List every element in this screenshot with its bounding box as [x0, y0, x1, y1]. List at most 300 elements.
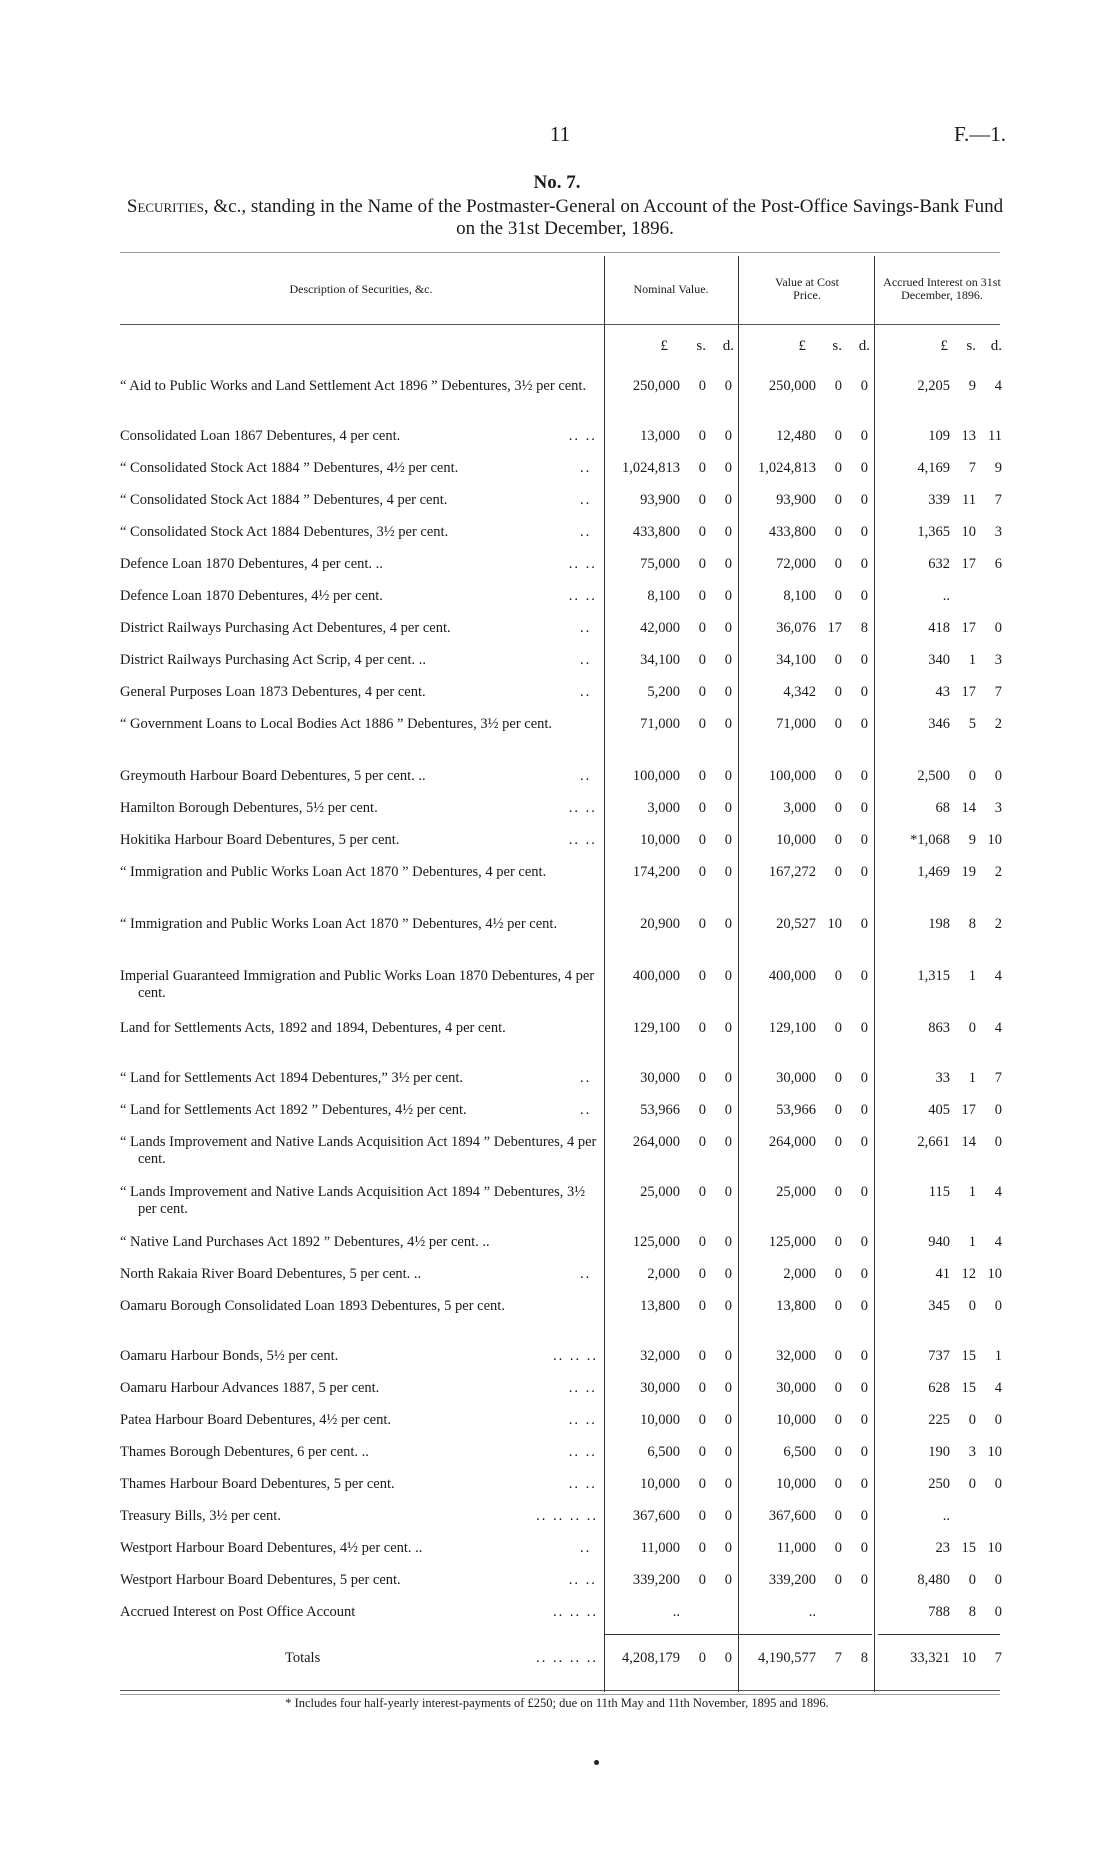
security-description — [120, 588, 598, 605]
header-cost-value: Value at Cost Price. — [775, 275, 839, 302]
security-description-text: General Purposes Loan 1873 Debentures, 4 per cent. — [120, 684, 426, 700]
nominal-pence: 0 — [724, 556, 732, 572]
nominal-pounds: 174,200 — [632, 864, 680, 880]
nominal-pence: 0 — [724, 588, 732, 604]
cost-pence: 0 — [860, 1298, 868, 1314]
security-description — [120, 1298, 598, 1315]
cost-pence: 0 — [860, 1380, 868, 1396]
interest-pence: 9 — [994, 460, 1002, 476]
interest-pence: 0 — [994, 1604, 1002, 1620]
nominal-pounds: 433,800 — [632, 524, 680, 540]
interest-pence: 2 — [994, 716, 1002, 732]
nominal-pence: 0 — [724, 1184, 732, 1200]
nominal-pence: 0 — [724, 1234, 732, 1250]
interest-pence: 4 — [994, 968, 1002, 984]
security-description: North Rakaia River Board Debentures, 5 per cent. .. .. — [120, 1266, 592, 1282]
interest-pence: 0 — [994, 1476, 1002, 1492]
nominal-pounds: 250,000 — [632, 378, 680, 394]
column-divider-3 — [874, 256, 875, 1692]
interest-shillings: 1 — [968, 652, 976, 668]
security-description — [120, 1412, 598, 1429]
unit-row — [0, 338, 1114, 362]
interest-pence: 0 — [994, 1572, 1002, 1588]
security-description: “ Land for Settlements Act 1892 ” Debentures, 4½ per cent. .. — [120, 1102, 592, 1118]
cost-pence: 0 — [860, 800, 868, 816]
interest-pounds: 43 — [935, 684, 950, 700]
cost-pence: 0 — [860, 492, 868, 508]
cost-pounds: 32,000 — [776, 1348, 816, 1364]
cost-pence: 0 — [860, 460, 868, 476]
totals-nominal-pounds: 4,208,179 — [622, 1650, 680, 1666]
nominal-shillings: 0 — [698, 800, 706, 816]
nominal-shillings: 0 — [698, 1102, 706, 1118]
interest-pence: 0 — [994, 1412, 1002, 1428]
nominal-pence: 0 — [724, 1540, 732, 1556]
nominal-shillings: 0 — [698, 1020, 706, 1036]
security-description: Westport Harbour Board Debentures, 4½ per cent. .. .. — [120, 1540, 592, 1556]
interest-pounds: 405 — [928, 1102, 950, 1118]
interest-pounds: 1,365 — [917, 524, 950, 540]
security-description-text: Patea Harbour Board Debentures, 4½ per cent. — [120, 1412, 391, 1428]
dot-leader: .. .. — [568, 1476, 597, 1492]
cost-pence: 0 — [860, 1234, 868, 1250]
interest-pounds: 1,315 — [917, 968, 950, 984]
totals-cost-shillings: 7 — [834, 1650, 842, 1666]
interest-pence: 10 — [987, 1444, 1002, 1460]
nominal-pounds: 93,900 — [640, 492, 680, 508]
cost-shillings: 0 — [834, 768, 842, 784]
cost-shillings: 0 — [834, 1234, 842, 1250]
cost-shillings: 0 — [834, 1298, 842, 1314]
cost-pounds: 30,000 — [776, 1070, 816, 1086]
security-description-text: Oamaru Harbour Bonds, 5½ per cent. — [120, 1348, 339, 1364]
interest-shillings: 15 — [961, 1348, 976, 1364]
interest-shillings: 1 — [968, 1234, 976, 1250]
unit-shillings: s. — [966, 338, 976, 354]
interest-pence: 10 — [987, 1540, 1002, 1556]
interest-pence: 4 — [994, 378, 1002, 394]
interest-shillings: 8 — [968, 1604, 976, 1620]
cost-pence: 0 — [860, 768, 868, 784]
cost-pounds: 8,100 — [783, 588, 816, 604]
cost-shillings: 0 — [834, 832, 842, 848]
totals-leader: .. .. .. .. — [536, 1650, 598, 1666]
cost-shillings: 17 — [827, 620, 842, 636]
interest-pounds: 418 — [928, 620, 950, 636]
nominal-pence: 0 — [724, 1348, 732, 1364]
cost-pence: 0 — [860, 1348, 868, 1364]
cost-pounds: 34,100 — [776, 652, 816, 668]
interest-pounds: 2,661 — [917, 1134, 950, 1150]
interest-shillings: 1 — [968, 968, 976, 984]
table-title-lead: Securities — [126, 196, 204, 217]
nominal-shillings: 0 — [698, 1444, 706, 1460]
cost-shillings: 0 — [834, 1020, 842, 1036]
security-description-text: Greymouth Harbour Board Debentures, 5 per cent. .. — [120, 768, 426, 784]
interest-pence: 6 — [994, 556, 1002, 572]
cost-pounds: 30,000 — [776, 1380, 816, 1396]
nominal-pounds: 34,100 — [640, 652, 680, 668]
nominal-pounds: 400,000 — [632, 968, 680, 984]
nominal-shillings: 0 — [698, 968, 706, 984]
security-description-text: “ Consolidated Stock Act 1884 Debentures, 3½ per cent. — [120, 524, 449, 540]
security-description: “ Consolidated Stock Act 1884 Debentures, 3½ per cent. .. — [120, 524, 592, 540]
nominal-pounds: 11,000 — [640, 1540, 680, 1556]
nominal-shillings: 0 — [698, 652, 706, 668]
cost-pounds: 13,800 — [776, 1298, 816, 1314]
totals-interest-pence: 7 — [994, 1650, 1002, 1666]
interest-pence: 0 — [994, 620, 1002, 636]
nominal-pence: 0 — [724, 460, 732, 476]
cost-shillings: 0 — [834, 1444, 842, 1460]
cost-pence: 0 — [860, 588, 868, 604]
security-description-text: Land for Settlements Acts, 1892 and 1894, Debentures, 4 per cent. — [120, 1020, 506, 1036]
cost-pounds: 10,000 — [776, 832, 816, 848]
nominal-pence: 0 — [724, 1412, 732, 1428]
interest-pounds: 4,169 — [917, 460, 950, 476]
security-description-text: Hamilton Borough Debentures, 5½ per cent. — [120, 800, 378, 816]
nominal-shillings: 0 — [698, 1298, 706, 1314]
nominal-pounds: 25,000 — [640, 1184, 680, 1200]
unit-pence: d. — [858, 338, 870, 354]
interest-pounds: 628 — [928, 1380, 950, 1396]
interest-pence: 2 — [994, 864, 1002, 880]
cost-shillings: 0 — [834, 1572, 842, 1588]
security-description-text: Consolidated Loan 1867 Debentures, 4 per cent. — [120, 428, 401, 444]
nominal-pounds: 6,500 — [647, 1444, 680, 1460]
table-bottom-rule — [120, 1690, 1000, 1691]
interest-pounds: 345 — [928, 1298, 950, 1314]
cost-shillings: 0 — [834, 460, 842, 476]
nominal-pence: 0 — [724, 916, 732, 932]
nominal-pounds: 20,900 — [640, 916, 680, 932]
page-number: 11 — [549, 122, 571, 146]
cost-pounds: 3,000 — [783, 800, 816, 816]
interest-pounds: 198 — [928, 916, 950, 932]
cost-shillings: 0 — [834, 800, 842, 816]
nominal-pence: 0 — [724, 428, 732, 444]
interest-pounds: 225 — [928, 1412, 950, 1428]
cost-pounds: 339,200 — [768, 1572, 816, 1588]
interest-pence: 4 — [994, 1184, 1002, 1200]
column-divider-2 — [738, 256, 739, 1692]
nominal-pence: 0 — [724, 768, 732, 784]
security-description-text: Oamaru Harbour Advances 1887, 5 per cent. — [120, 1380, 380, 1396]
header-nominal-value: Nominal Value. — [633, 281, 709, 296]
table-number: No. 7. — [533, 172, 581, 193]
interest-shillings: 3 — [968, 1444, 976, 1460]
interest-pence: 0 — [994, 1134, 1002, 1150]
security-description-text: Defence Loan 1870 Debentures, 4 per cent. .. — [120, 556, 383, 572]
interest-pence: 4 — [994, 1380, 1002, 1396]
interest-shillings: 17 — [961, 684, 976, 700]
dot-leader: .. .. — [568, 1572, 597, 1588]
security-description-text: “ Native Land Purchases Act 1892 ” Debentures, 4½ per cent. .. — [120, 1234, 490, 1250]
nominal-shillings: 0 — [698, 1348, 706, 1364]
nominal-shillings: 0 — [698, 428, 706, 444]
security-description — [120, 968, 598, 1002]
security-description-text: District Railways Purchasing Act Scrip, 4 per cent. .. — [120, 652, 427, 668]
security-description-text: “ Consolidated Stock Act 1884 ” Debentures, 4 per cent. — [120, 492, 448, 508]
cost-pence: 0 — [860, 916, 868, 932]
nominal-pounds: 75,000 — [640, 556, 680, 572]
nominal-pounds: 339,200 — [632, 1572, 680, 1588]
cost-pence: 0 — [860, 1020, 868, 1036]
nominal-pence: 0 — [724, 1572, 732, 1588]
security-description-text: North Rakaia River Board Debentures, 5 per cent. .. — [120, 1266, 422, 1282]
interest-pounds: 8,480 — [917, 1572, 950, 1588]
nominal-shillings: 0 — [698, 556, 706, 572]
cost-shillings: 0 — [834, 556, 842, 572]
nominal-shillings: 0 — [698, 1380, 706, 1396]
totals-label: Totals — [285, 1650, 321, 1666]
interest-pounds: 115 — [928, 1184, 950, 1200]
cost-pence: 0 — [860, 1070, 868, 1086]
nominal-pence: 0 — [724, 1266, 732, 1282]
nominal-pence: 0 — [724, 1102, 732, 1118]
security-description-text: “ Consolidated Stock Act 1884 ” Debentures, 4½ per cent. — [120, 460, 459, 476]
nominal-pence: 0 — [724, 1134, 732, 1150]
cost-pounds: 2,000 — [783, 1266, 816, 1282]
nominal-pounds: 71,000 — [640, 716, 680, 732]
nominal-shillings: 0 — [698, 1476, 706, 1492]
interest-shillings: 12 — [961, 1266, 976, 1282]
nominal-shillings: 0 — [698, 1184, 706, 1200]
security-description-text: Hokitika Harbour Board Debentures, 5 per cent. — [120, 832, 400, 848]
cost-pence: 0 — [860, 1540, 868, 1556]
nominal-shillings: 0 — [698, 716, 706, 732]
security-description-text: “ Aid to Public Works and Land Settlement Act 1896 ” Debentures, 3½ per cent. — [120, 378, 587, 394]
security-description-text: “ Land for Settlements Act 1894 Debentures,” 3½ per cent. — [120, 1070, 464, 1086]
interest-shillings: 1 — [968, 1070, 976, 1086]
column-headers — [120, 256, 1000, 322]
interest-pounds: 1,469 — [917, 864, 950, 880]
interest-pounds: .. — [942, 1508, 950, 1524]
totals-nominal-shillings: 0 — [698, 1650, 706, 1666]
security-description-text: District Railways Purchasing Act Debentures, 4 per cent. — [120, 620, 451, 636]
interest-shillings: 13 — [961, 428, 976, 444]
nominal-pence: 0 — [724, 864, 732, 880]
cost-pounds: 4,342 — [783, 684, 816, 700]
interest-shillings: 0 — [968, 1020, 976, 1036]
cost-pounds: 129,100 — [768, 1020, 816, 1036]
security-description: District Railways Purchasing Act Scrip, 4 per cent. .. .. — [120, 652, 592, 668]
cost-pounds: 10,000 — [776, 1412, 816, 1428]
interest-pounds: 41 — [935, 1266, 950, 1282]
security-description — [120, 1572, 598, 1589]
header-rule — [120, 324, 1000, 325]
interest-shillings: 7 — [968, 460, 976, 476]
nominal-pounds: 32,000 — [640, 1348, 680, 1364]
dot-leader: .. .. — [568, 428, 597, 444]
cost-shillings: 0 — [834, 378, 842, 394]
interest-shillings: 1 — [968, 1184, 976, 1200]
security-description-text: Thames Borough Debentures, 6 per cent. .. — [120, 1444, 369, 1460]
security-description: Greymouth Harbour Board Debentures, 5 per cent. .. .. — [120, 768, 592, 784]
nominal-pence: 0 — [724, 832, 732, 848]
nominal-shillings: 0 — [698, 916, 706, 932]
nominal-shillings: 0 — [698, 1266, 706, 1282]
nominal-pounds: .. — [672, 1604, 680, 1620]
cost-shillings: 0 — [834, 1380, 842, 1396]
interest-pence: 7 — [994, 1070, 1002, 1086]
nominal-pounds: 100,000 — [632, 768, 680, 784]
cost-pounds: 71,000 — [776, 716, 816, 732]
security-description-text: Oamaru Borough Consolidated Loan 1893 Debentures, 5 per cent. — [120, 1298, 505, 1314]
cost-pounds: 100,000 — [768, 768, 816, 784]
cost-shillings: 0 — [834, 1540, 842, 1556]
cost-pence: 0 — [860, 1444, 868, 1460]
nominal-shillings: 0 — [698, 1234, 706, 1250]
interest-shillings: 9 — [968, 832, 976, 848]
interest-pounds: 250 — [928, 1476, 950, 1492]
interest-shillings: 0 — [968, 1476, 976, 1492]
security-description — [120, 1444, 598, 1461]
nominal-pounds: 3,000 — [647, 800, 680, 816]
security-description-text: Defence Loan 1870 Debentures, 4½ per cent. — [120, 588, 383, 604]
cost-pence: 0 — [860, 968, 868, 984]
security-description — [120, 428, 598, 445]
interest-shillings: 17 — [961, 556, 976, 572]
security-description-text: “ Immigration and Public Works Loan Act 1870 ” Debentures, 4 per cent. — [120, 864, 547, 880]
cost-pence: 0 — [860, 428, 868, 444]
cost-pounds: 93,900 — [776, 492, 816, 508]
nominal-shillings: 0 — [698, 864, 706, 880]
cost-pounds: 433,800 — [768, 524, 816, 540]
interest-shillings: 0 — [968, 768, 976, 784]
cost-shillings: 0 — [834, 1134, 842, 1150]
cost-shillings: 0 — [834, 588, 842, 604]
nominal-pence: 0 — [724, 378, 732, 394]
interest-pounds: 190 — [928, 1444, 950, 1460]
interest-shillings: 8 — [968, 916, 976, 932]
cost-pence: 0 — [860, 1412, 868, 1428]
totals-rule — [604, 1634, 872, 1635]
nominal-pence: 0 — [724, 684, 732, 700]
dot-leader: .. .. .. — [553, 1348, 598, 1364]
interest-shillings: 5 — [968, 716, 976, 732]
cost-pounds: 6,500 — [783, 1444, 816, 1460]
interest-pounds: 339 — [928, 492, 950, 508]
nominal-shillings: 0 — [698, 1508, 706, 1524]
nominal-pounds: 367,600 — [632, 1508, 680, 1524]
totals-nominal-pence: 0 — [724, 1650, 732, 1666]
dot-leader: .. .. — [568, 1380, 597, 1396]
interest-shillings: 17 — [961, 620, 976, 636]
cost-shillings: 0 — [834, 1266, 842, 1282]
dot-leader: .. .. — [568, 1412, 597, 1428]
nominal-pence: 0 — [724, 1298, 732, 1314]
interest-pence: 0 — [994, 768, 1002, 784]
cost-pounds: 11,000 — [776, 1540, 816, 1556]
cost-pounds: 400,000 — [768, 968, 816, 984]
cost-pence: 0 — [860, 1102, 868, 1118]
cost-shillings: 0 — [834, 1412, 842, 1428]
cost-pence: 0 — [860, 1572, 868, 1588]
cost-pence: 0 — [860, 1134, 868, 1150]
header-description: Description of Securities, &c. — [289, 281, 433, 296]
nominal-pounds: 125,000 — [632, 1234, 680, 1250]
interest-pounds: .. — [942, 588, 950, 604]
interest-shillings: 15 — [961, 1540, 976, 1556]
interest-pounds: 2,205 — [917, 378, 950, 394]
cost-shillings: 0 — [834, 492, 842, 508]
interest-shillings: 0 — [968, 1298, 976, 1314]
interest-pence: 7 — [994, 684, 1002, 700]
security-description-text: Imperial Guaranteed Immigration and Public Works Loan 1870 Debentures, 4 per cent. — [120, 968, 595, 1001]
cost-pence: 0 — [860, 556, 868, 572]
nominal-pence: 0 — [724, 1476, 732, 1492]
security-description — [120, 1508, 598, 1525]
dot-leader: .. .. .. — [553, 1604, 598, 1620]
security-description — [120, 1184, 598, 1218]
unit-pence: d. — [722, 338, 734, 354]
cost-shillings: 0 — [834, 968, 842, 984]
nominal-pounds: 13,800 — [640, 1298, 680, 1314]
interest-shillings: 0 — [968, 1572, 976, 1588]
nominal-pounds: 1,024,813 — [622, 460, 680, 476]
interest-pence: 10 — [987, 1266, 1002, 1282]
nominal-shillings: 0 — [698, 378, 706, 394]
cost-pounds: .. — [808, 1604, 816, 1620]
cost-pounds: 12,480 — [776, 428, 816, 444]
nominal-pence: 0 — [724, 1380, 732, 1396]
nominal-shillings: 0 — [698, 1540, 706, 1556]
nominal-shillings: 0 — [698, 1134, 706, 1150]
security-description-text: Westport Harbour Board Debentures, 5 per cent. — [120, 1572, 401, 1588]
nominal-pounds: 30,000 — [640, 1380, 680, 1396]
totals-cost-pence: 8 — [860, 1650, 868, 1666]
cost-pence: 0 — [860, 1476, 868, 1492]
nominal-pounds: 10,000 — [640, 832, 680, 848]
nominal-pounds: 2,000 — [647, 1266, 680, 1282]
nominal-shillings: 0 — [698, 1412, 706, 1428]
nominal-shillings: 0 — [698, 768, 706, 784]
page-reference: F.—1. — [954, 122, 1006, 146]
interest-pounds: 863 — [928, 1020, 950, 1036]
cost-pounds: 250,000 — [768, 378, 816, 394]
cost-pence: 0 — [860, 1184, 868, 1200]
nominal-pence: 0 — [724, 652, 732, 668]
security-description-text: “ Lands Improvement and Native Lands Acquisition Act 1894 ” Debentures, 3½ per cent. — [120, 1184, 586, 1217]
unit-pound: £ — [798, 338, 806, 354]
nominal-pounds: 30,000 — [640, 1070, 680, 1086]
dot-leader: .. .. — [568, 1444, 597, 1460]
unit-shillings: s. — [696, 338, 706, 354]
interest-pence: 0 — [994, 1298, 1002, 1314]
cost-pounds: 167,272 — [768, 864, 816, 880]
table-bottom-rule-thin — [120, 1694, 1000, 1695]
interest-pence: 2 — [994, 916, 1002, 932]
interest-pence: 3 — [994, 800, 1002, 816]
interest-shillings: 14 — [961, 1134, 976, 1150]
unit-pence: d. — [990, 338, 1002, 354]
dot-leader: .. .. — [568, 556, 597, 572]
totals-interest-pounds: 33,321 — [910, 1650, 950, 1666]
nominal-shillings: 0 — [698, 620, 706, 636]
dot-leader: .. .. — [568, 588, 597, 604]
cost-shillings: 0 — [834, 428, 842, 444]
cost-pence: 0 — [860, 378, 868, 394]
security-description — [120, 1134, 598, 1168]
nominal-pence: 0 — [724, 620, 732, 636]
table-title — [120, 196, 1010, 240]
security-description-text: “ Government Loans to Local Bodies Act 1886 ” Debentures, 3½ per cent. — [120, 716, 553, 732]
security-description — [120, 1380, 598, 1397]
nominal-pounds: 53,966 — [640, 1102, 680, 1118]
header-accrued-interest: Accrued Interest on 31st December, 1896. — [883, 275, 1001, 302]
cost-pence: 0 — [860, 1266, 868, 1282]
